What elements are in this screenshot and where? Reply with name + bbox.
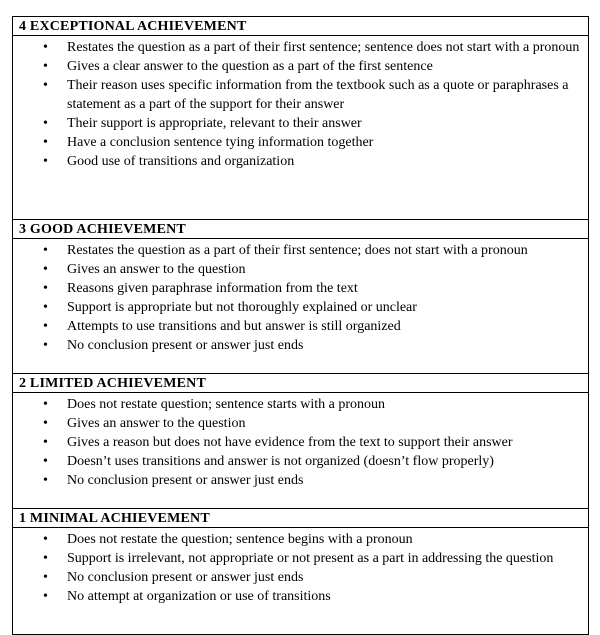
rubric-body — [13, 17, 589, 635]
bullet-icon: • — [43, 40, 48, 55]
level-4-title: 4 EXCEPTIONAL ACHIEVEMENT — [13, 17, 589, 36]
criteria-item: • Doesn’t uses transitions and answer is not organized (doesn’t flow properly) — [43, 454, 494, 469]
criteria-item: • No conclusion present or answer just ends — [43, 570, 304, 585]
level-3-criteria-list — [13, 241, 588, 355]
level-1-criteria-cell — [13, 528, 589, 635]
level-4-body-row — [13, 36, 589, 220]
bullet-icon: • — [43, 262, 48, 277]
criteria-item: • Support is irrelevant, not appropriate or not present as a part in addressing the question — [43, 551, 554, 566]
bullet-icon: • — [43, 473, 48, 488]
bullet-icon: • — [43, 435, 48, 450]
criteria-item: • Reasons given paraphrase information from the text — [43, 281, 358, 296]
bullet-icon: • — [43, 570, 48, 585]
level-4-criteria-cell — [13, 36, 589, 220]
level-1-header-row — [13, 509, 589, 528]
bullet-icon: • — [43, 589, 48, 604]
level-3-header-row — [13, 220, 589, 239]
criteria-item: • Have a conclusion sentence tying information together — [43, 135, 374, 150]
criteria-item: • Their support is appropriate, relevant to their answer — [43, 116, 362, 131]
criteria-item: • Their reason uses specific information from the textbook such as a quote or paraphrases a statement as a part of the support for their answer — [43, 78, 569, 112]
level-2-title: 2 LIMITED ACHIEVEMENT — [13, 374, 589, 393]
bullet-icon: • — [43, 319, 48, 334]
level-3-body-row — [13, 239, 589, 374]
rubric-table — [12, 16, 589, 635]
criteria-item: • Gives an answer to the question — [43, 416, 246, 431]
criteria-item: • Gives a reason but does not have evidence from the text to support their answer — [43, 435, 513, 450]
bullet-icon: • — [43, 532, 48, 547]
criteria-item: • Gives an answer to the question — [43, 262, 246, 277]
bullet-icon: • — [43, 116, 48, 131]
bullet-icon: • — [43, 551, 48, 566]
bullet-icon: • — [43, 243, 48, 258]
level-1-body-row — [13, 528, 589, 635]
bullet-icon: • — [43, 154, 48, 169]
level-3-criteria-cell — [13, 239, 589, 374]
bullet-icon: • — [43, 281, 48, 296]
bullet-icon: • — [43, 135, 48, 150]
level-2-body-row — [13, 393, 589, 509]
bullet-icon: • — [43, 416, 48, 431]
level-1-title: 1 MINIMAL ACHIEVEMENT — [13, 509, 589, 528]
bullet-icon: • — [43, 338, 48, 353]
criteria-item: • No attempt at organization or use of transitions — [43, 589, 331, 604]
criteria-item: • Support is appropriate but not thoroughly explained or unclear — [43, 300, 417, 315]
criteria-item: • Does not restate the question; sentence begins with a pronoun — [43, 532, 413, 547]
bullet-icon: • — [43, 300, 48, 315]
criteria-item: • No conclusion present or answer just ends — [43, 473, 304, 488]
criteria-item: • No conclusion present or answer just ends — [43, 338, 304, 353]
level-3-title: 3 GOOD ACHIEVEMENT — [13, 220, 589, 239]
criteria-item: • Restates the question as a part of their first sentence; does not start with a pronoun — [43, 243, 528, 258]
level-2-criteria-cell — [13, 393, 589, 509]
level-2-header-row — [13, 374, 589, 393]
bullet-icon: • — [43, 78, 48, 93]
level-2-criteria-list — [13, 395, 588, 490]
level-4-criteria-list — [13, 38, 588, 171]
bullet-icon: • — [43, 59, 48, 74]
criteria-item: • Gives a clear answer to the question as a part of the first sentence — [43, 59, 433, 74]
bullet-icon: • — [43, 454, 48, 469]
criteria-item: • Good use of transitions and organization — [43, 154, 295, 169]
bullet-icon: • — [43, 397, 48, 412]
criteria-item: • Does not restate question; sentence starts with a pronoun — [43, 397, 386, 412]
level-1-criteria-list — [13, 530, 588, 606]
criteria-item: • Restates the question as a part of their first sentence; sentence does not start with a pronoun — [43, 40, 580, 55]
criteria-item: • Attempts to use transitions and but answer is still organized — [43, 319, 401, 334]
level-4-header-row — [13, 17, 589, 36]
